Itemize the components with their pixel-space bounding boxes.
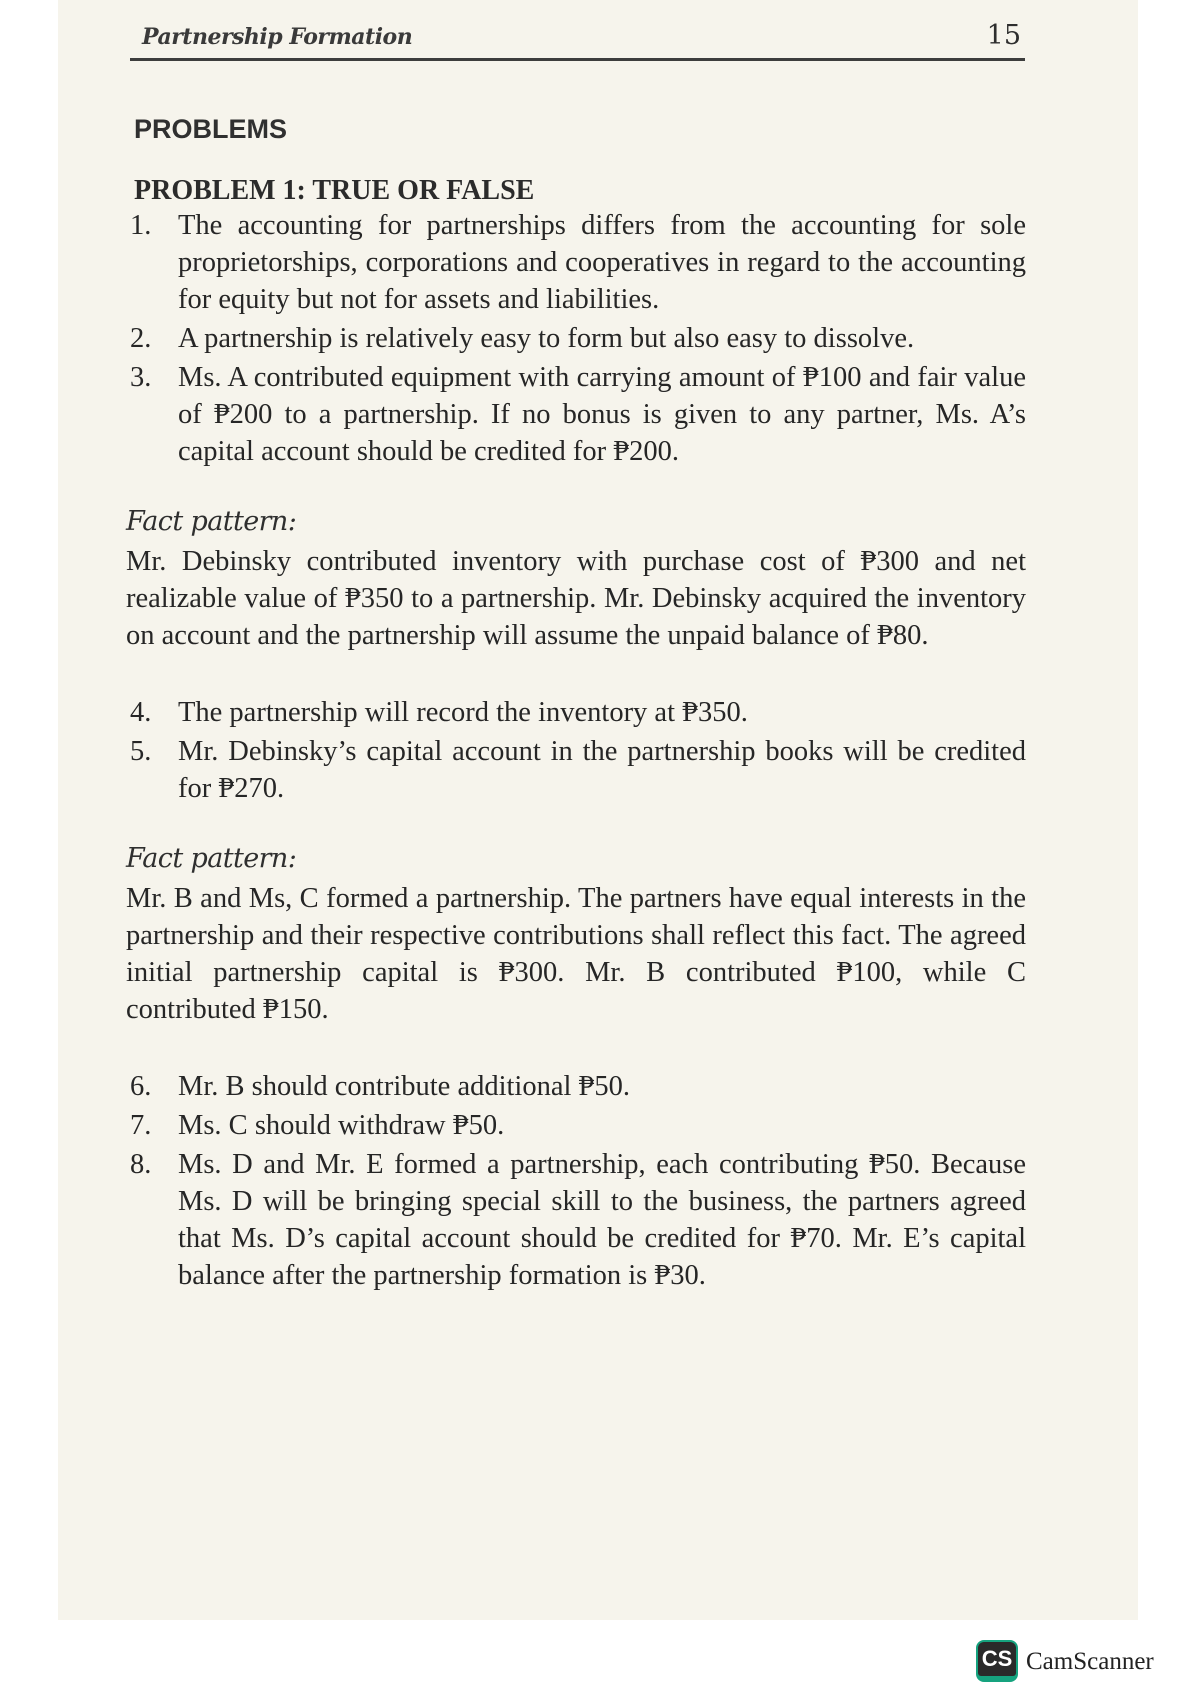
question-text: A partnership is relatively easy to form but also easy to dissolve.: [178, 323, 915, 354]
question-number: 2.: [130, 323, 152, 354]
question-number: 4.: [130, 697, 152, 728]
question-list-3: [126, 1068, 1026, 1294]
camscanner-badge: CS: [978, 1642, 1016, 1676]
camscanner-name: CamScanner: [1026, 1648, 1154, 1675]
question-item: [126, 733, 1026, 807]
question-text: The accounting for partnerships differs from the accounting for sole proprietorships, corporations and cooperatives in regard to the accounting for equity but not for assets and liabilities.: [178, 210, 1026, 315]
question-item: [126, 1107, 1026, 1144]
question-text: Ms. D and Mr. E formed a partnership, each contributing ₱50. Because Ms. D will be bringing special skill to the business, the partners agreed that Ms. D’s capital account should be credited for ₱70. Mr. E’s capital balance after the partnership formation is ₱30.: [178, 1149, 1026, 1291]
question-number: 3.: [130, 362, 152, 393]
question-number: 6.: [130, 1071, 152, 1102]
camscanner-logo-icon: [976, 1640, 1018, 1682]
question-item: [126, 1068, 1026, 1105]
question-text: Ms. A contributed equipment with carrying amount of ₱100 and fair value of ₱200 to a partnership. If no bonus is given to any partner, Ms. A’s capital account should be credited for ₱200.: [178, 362, 1026, 467]
fact-pattern-1: [126, 506, 1026, 654]
question-item: [126, 207, 1026, 318]
problem-title: PROBLEM 1: TRUE OR FALSE: [134, 175, 535, 206]
question-text: Mr. Debinsky’s capital account in the partnership books will be credited for ₱270.: [178, 736, 1026, 804]
question-item: [126, 694, 1026, 731]
camscanner-watermark: [976, 1640, 1186, 1686]
fact-pattern-label: Fact pattern:: [126, 506, 297, 537]
question-number: 7.: [130, 1110, 152, 1141]
running-title: Partnership Formation: [142, 24, 413, 50]
question-list-2: [126, 694, 1026, 807]
section-title: PROBLEMS: [134, 114, 288, 144]
question-number: 1.: [130, 210, 152, 241]
question-text: Mr. B should contribute additional ₱50.: [178, 1071, 631, 1102]
question-item: [126, 359, 1026, 470]
question-item: [126, 1146, 1026, 1294]
fact-pattern-text: Mr. Debinsky contributed inventory with purchase cost of ₱300 and net realizable value of ₱350 to a partnership. Mr. Debinsky acquired the inventory on account and the partnership will assume the unpaid balance of ₱80.: [126, 546, 1026, 651]
question-number: 5.: [130, 736, 152, 767]
question-text: The partnership will record the inventory at ₱350.: [178, 697, 748, 728]
question-text: Ms. C should withdraw ₱50.: [178, 1110, 505, 1141]
page-header: [130, 18, 1025, 61]
page-content: [126, 100, 1026, 1296]
fact-pattern-2: [126, 843, 1026, 1028]
question-item: [126, 320, 1026, 357]
question-number: 8.: [130, 1149, 152, 1180]
fact-pattern-label: Fact pattern:: [126, 843, 297, 874]
fact-pattern-text: Mr. B and Ms, C formed a partnership. The partners have equal interests in the partnership and their respective contributions shall reflect this fact. The agreed initial partnership capital is ₱300. Mr. B contributed ₱100, while C contributed ₱150.: [126, 883, 1026, 1025]
page-number: 15: [986, 20, 1021, 51]
question-list-1: [126, 207, 1026, 470]
